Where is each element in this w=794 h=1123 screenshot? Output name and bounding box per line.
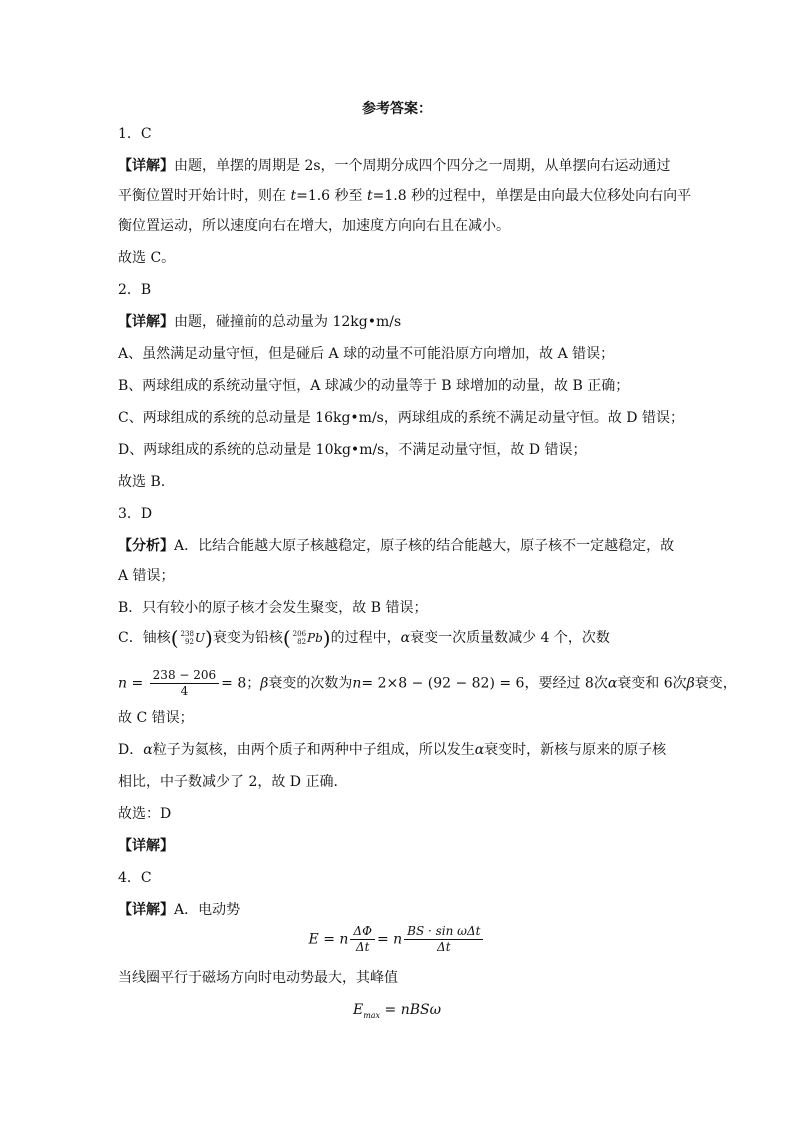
- q3-line-d2: 相比，中子数减少了 2，故 D 正确．: [118, 774, 348, 790]
- q2-number: 2．B: [118, 282, 152, 298]
- lead-nuclide: ( 206 82 Pb ): [282, 626, 331, 650]
- q4-line-1: 【详解】A．电动势: [118, 902, 241, 918]
- q2-conclusion: 故选 B.: [118, 474, 166, 490]
- emax-equation: $E_{max} = nBS\omega$: [352, 1002, 442, 1020]
- q2-option-b: B、两球组成的系统动量守恒，A 球减少的动量等于 B 球增加的动量，故 B 正确；: [118, 378, 630, 394]
- q2-line-1: 【详解】由题，碰撞前的总动量为 12kg•m/s: [118, 314, 402, 330]
- q2-option-d: D、两球组成的系统的总动量是 10kg•m/s，不满足动量守恒，故 D 错误；: [118, 442, 587, 458]
- q3-tag-2: 【详解】: [118, 838, 174, 854]
- emf-equation: E = n $\frac{\Delta\Phi}{\Delta t}$ = n $\frac{\text{BS · sin ωΔt}}{\Delta t}$: [0, 924, 794, 955]
- q3-tag: 【分析】: [118, 538, 174, 554]
- q3-line-c1: C．铀核 ( 238 92 U ) 衰变为铅核 ( 206 82 Pb ) 的过程中，α衰变一次质量数减少 4 个，次数: [118, 626, 610, 650]
- q3-line-d1: D．α粒子为氦核，由两个质子和两种中子组成，所以发生α衰变时，新核与原来的原子核: [118, 742, 667, 758]
- q1-tag: 【详解】: [118, 158, 174, 174]
- q3-line-c2: n = $\frac{238 - 206}{4}$ = 8；β衰变的次数为n= 2×8 − (92 − 82) = 6，要经过 8次α衰变和 6次β衰变，: [118, 668, 737, 698]
- q4-number: 4．C: [118, 870, 152, 886]
- q1-conclusion: 故选 C。: [118, 250, 176, 266]
- q4-line-2: 当线圈平行于磁场方向时电动势最大，其峰值: [118, 970, 398, 986]
- q1-line-2: 平衡位置时开始计时，则在 t=1.6 秒至 t=1.8 秒的过程中，单摆是由向最大位移处向右向平: [118, 188, 692, 204]
- q3-line-a1: 【分析】A．比结合能越大原子核越稳定，原子核的结合能越大，原子核不一定越稳定，故: [118, 538, 675, 554]
- q3-line-a2: A 错误；: [118, 568, 175, 584]
- q3-line-b: B．只有较小的原子核才会发生聚变，故 B 错误；: [118, 600, 428, 616]
- q4-tag: 【详解】: [118, 902, 174, 918]
- q2-option-a: A、虽然满足动量守恒，但是碰后 A 球的动量不可能沿原方向增加，故 A 错误；: [118, 346, 615, 362]
- q2-option-c: C、两球组成的系统的总动量是 16kg•m/s，两球组成的系统不满足动量守恒。故 D 错误；: [118, 410, 684, 426]
- uranium-nuclide: ( 238 92 U ): [170, 626, 213, 650]
- q3-line-c3: 故 C 错误；: [118, 710, 194, 726]
- page-title: 参考答案：: [362, 101, 432, 117]
- q1-number: 1．C: [118, 126, 152, 142]
- q1-line-3: 衡位置运动，所以速度向右在增大，加速度方向向右且在减小。: [118, 218, 510, 234]
- q3-number: 3．D: [118, 506, 153, 522]
- q1-line-1: 【详解】由题，单摆的周期是 2s，一个周期分成四个四分之一周期，从单摆向右运动通过: [118, 158, 671, 174]
- q2-tag: 【详解】: [118, 314, 174, 330]
- q3-conclusion: 故选：D: [118, 806, 172, 822]
- alpha-count-fraction: $\frac{238 - 206}{4}$: [150, 668, 220, 699]
